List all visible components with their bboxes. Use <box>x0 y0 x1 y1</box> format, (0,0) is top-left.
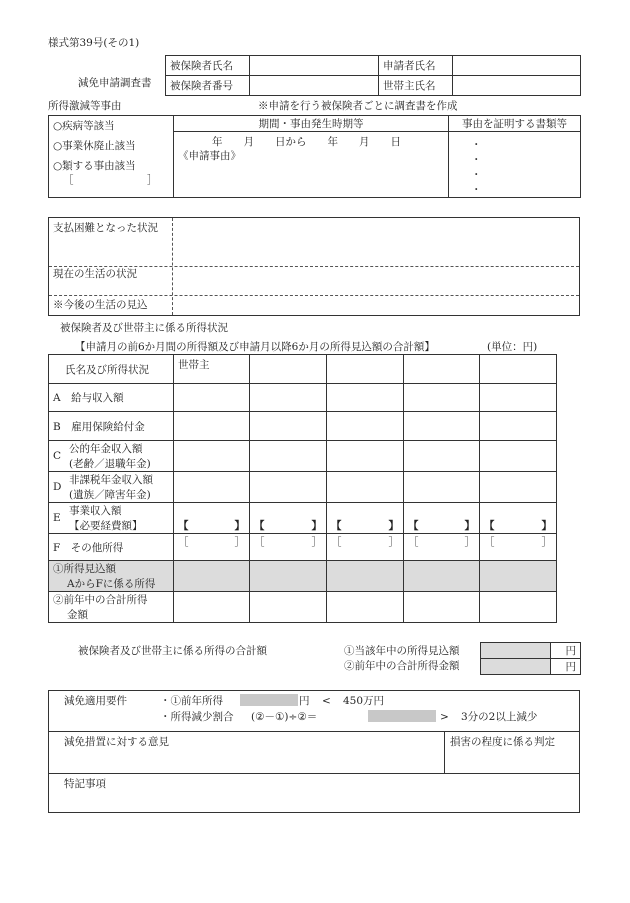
row-sum1-label: ①所得見込額 AからFに係る所得 <box>49 561 174 592</box>
section-income-drop-title: 所得激減等事由 <box>48 100 122 112</box>
income-cell[interactable] <box>404 472 480 503</box>
income-cell[interactable]: 【 】 <box>174 503 250 534</box>
income-cell[interactable] <box>250 561 327 592</box>
requirements-label: 減免適用要件 <box>64 695 127 707</box>
applicant-name-field[interactable] <box>453 56 581 76</box>
income-subtitle: 【申請月の前6か月間の所得額及び申請月以降6か月の所得見込額の合計額】 <box>75 341 435 353</box>
income-cell[interactable] <box>250 592 327 623</box>
reason-similar-bracket: ［ ］ <box>63 174 158 186</box>
prev-income-line: ・①前年所得 <box>160 695 223 707</box>
damage-judgment-label: 損害の程度に係る判定 <box>450 736 555 748</box>
insured-name-field[interactable] <box>250 56 379 76</box>
insured-name-label: 被保険者氏名 <box>166 56 250 76</box>
income-cell[interactable] <box>250 412 327 441</box>
future-life-label: ※今後の生活の見込 <box>53 299 148 311</box>
reduction-rate-label: ・所得減少割合 <box>160 711 234 723</box>
form-number: 様式第39号(その1) <box>48 37 140 49</box>
row-sum2-label: ②前年中の合計所得 金額 <box>49 592 174 623</box>
row-c-label: C 公的年金収入額 (老齢／退職年金) <box>49 441 174 472</box>
income-cell[interactable]: ［ ］ <box>174 534 250 561</box>
income-cell[interactable] <box>250 384 327 412</box>
income-cell[interactable]: ［ ］ <box>327 534 404 561</box>
householder-name-field[interactable] <box>453 76 581 96</box>
income-cell[interactable] <box>174 472 250 503</box>
householder-header: 世帯主 <box>174 355 250 384</box>
reason-illness[interactable]: ○疾病等該当 <box>53 120 115 132</box>
period-dates: 年 月 日から 年 月 日 <box>212 136 401 148</box>
income-cell[interactable] <box>404 441 480 472</box>
name-income-header: 氏名及び所得状況 <box>49 355 174 384</box>
householder-name-label: 世帯主氏名 <box>379 76 453 96</box>
opinion-divider <box>49 773 579 774</box>
income-cell[interactable] <box>404 412 480 441</box>
income-cell[interactable] <box>327 441 404 472</box>
doc-bullet: ・ <box>471 139 482 151</box>
income-cell[interactable] <box>174 592 250 623</box>
yen-label: 円 <box>551 643 581 659</box>
reduction-threshold: 3分の2以上減少 <box>461 711 538 723</box>
insured-number-field[interactable] <box>250 76 379 96</box>
row-f-label: F その他所得 <box>49 534 174 561</box>
requirements-box <box>48 690 580 813</box>
opinion-vdivider <box>444 731 445 773</box>
income-cell[interactable]: 【 】 <box>327 503 404 534</box>
income-cell[interactable]: 【 】 <box>480 503 557 534</box>
totals-table <box>480 642 581 675</box>
row-d-label: D 非課税年金収入額 (遺族／障害年金) <box>49 472 174 503</box>
period-cell[interactable] <box>174 132 449 198</box>
income-cell[interactable] <box>480 384 557 412</box>
row-e-label: E 事業収入額 【必要経費額】 <box>49 503 174 534</box>
situation-separator <box>49 266 579 267</box>
documents-header: 事由を証明する書類等 <box>449 116 581 132</box>
previous-income-field[interactable] <box>481 659 551 675</box>
income-cell[interactable] <box>327 412 404 441</box>
income-cell[interactable] <box>404 592 480 623</box>
income-limit: 450万円 <box>343 695 385 707</box>
income-cell[interactable] <box>174 561 250 592</box>
income-cell[interactable] <box>480 412 557 441</box>
situation-separator <box>49 295 579 296</box>
income-title: 被保険者及び世帯主に係る所得状況 <box>60 322 228 334</box>
requirements-divider <box>49 731 579 732</box>
previous-income-label: ②前年中の合計所得金額 <box>344 660 460 672</box>
income-cell[interactable]: ［ ］ <box>250 534 327 561</box>
section-note: ※申請を行う被保険者ごとに調査書を作成 <box>258 100 458 112</box>
income-cell[interactable]: ［ ］ <box>480 534 557 561</box>
reason-table <box>48 115 581 198</box>
prev-income-field[interactable] <box>240 694 298 706</box>
person-col[interactable] <box>480 355 557 384</box>
income-cell[interactable]: ［ ］ <box>404 534 480 561</box>
prev-income-yen: 円 <box>299 695 310 707</box>
reason-similar[interactable]: ○類する事由該当 <box>53 160 136 172</box>
income-cell[interactable]: 【 】 <box>404 503 480 534</box>
document-title: 減免申請調査書 <box>78 77 152 89</box>
income-cell[interactable] <box>174 384 250 412</box>
less-than-sign: < <box>322 695 331 707</box>
totals-label: 被保険者及び世帯主に係る所得の合計額 <box>78 645 267 657</box>
person-col[interactable] <box>404 355 480 384</box>
application-reason-label: 《申請事由》 <box>178 150 241 162</box>
reduction-rate-field[interactable] <box>368 710 436 722</box>
income-cell[interactable] <box>404 384 480 412</box>
income-cell[interactable] <box>174 412 250 441</box>
row-a-label: A 給与収入額 <box>49 384 174 412</box>
greater-than-sign: > <box>440 711 449 723</box>
income-cell[interactable] <box>480 441 557 472</box>
header-table <box>165 55 581 96</box>
special-notes-label: 特記事項 <box>64 778 106 790</box>
income-cell[interactable] <box>480 592 557 623</box>
unit-label: (単位：円) <box>487 341 538 353</box>
opinion-label: 減免措置に対する意見 <box>64 736 169 748</box>
income-cell[interactable] <box>250 441 327 472</box>
doc-bullet: ・ <box>471 154 482 166</box>
insured-number-label: 被保険者番号 <box>166 76 250 96</box>
yen-label: 円 <box>551 659 581 675</box>
income-cell[interactable]: 【 】 <box>250 503 327 534</box>
income-cell[interactable] <box>480 561 557 592</box>
income-cell[interactable] <box>327 592 404 623</box>
income-cell[interactable] <box>404 561 480 592</box>
reduction-formula: (②－①)÷②＝ <box>251 711 318 723</box>
doc-bullet: ・ <box>471 184 482 196</box>
income-cell[interactable] <box>480 472 557 503</box>
income-cell[interactable] <box>327 472 404 503</box>
income-cell[interactable] <box>327 561 404 592</box>
person-col[interactable] <box>250 355 327 384</box>
income-cell[interactable] <box>327 384 404 412</box>
period-header: 期間・事由発生時期等 <box>174 116 449 132</box>
reason-business-closure[interactable]: ○事業休廃止該当 <box>53 140 136 152</box>
income-table <box>48 354 557 623</box>
income-cell[interactable] <box>174 441 250 472</box>
current-life-label: 現在の生活の状況 <box>53 268 137 280</box>
expected-income-label: ①当該年中の所得見込額 <box>344 645 460 657</box>
documents-cell[interactable] <box>449 132 581 198</box>
row-b-label: B 雇用保険給付金 <box>49 412 174 441</box>
reason-options <box>49 116 174 198</box>
income-cell[interactable] <box>250 472 327 503</box>
applicant-name-label: 申請者氏名 <box>379 56 453 76</box>
payment-difficulty-label: 支払困難となった状況 <box>53 222 158 234</box>
doc-bullet: ・ <box>471 169 482 181</box>
person-col[interactable] <box>327 355 404 384</box>
expected-income-field[interactable] <box>481 643 551 659</box>
